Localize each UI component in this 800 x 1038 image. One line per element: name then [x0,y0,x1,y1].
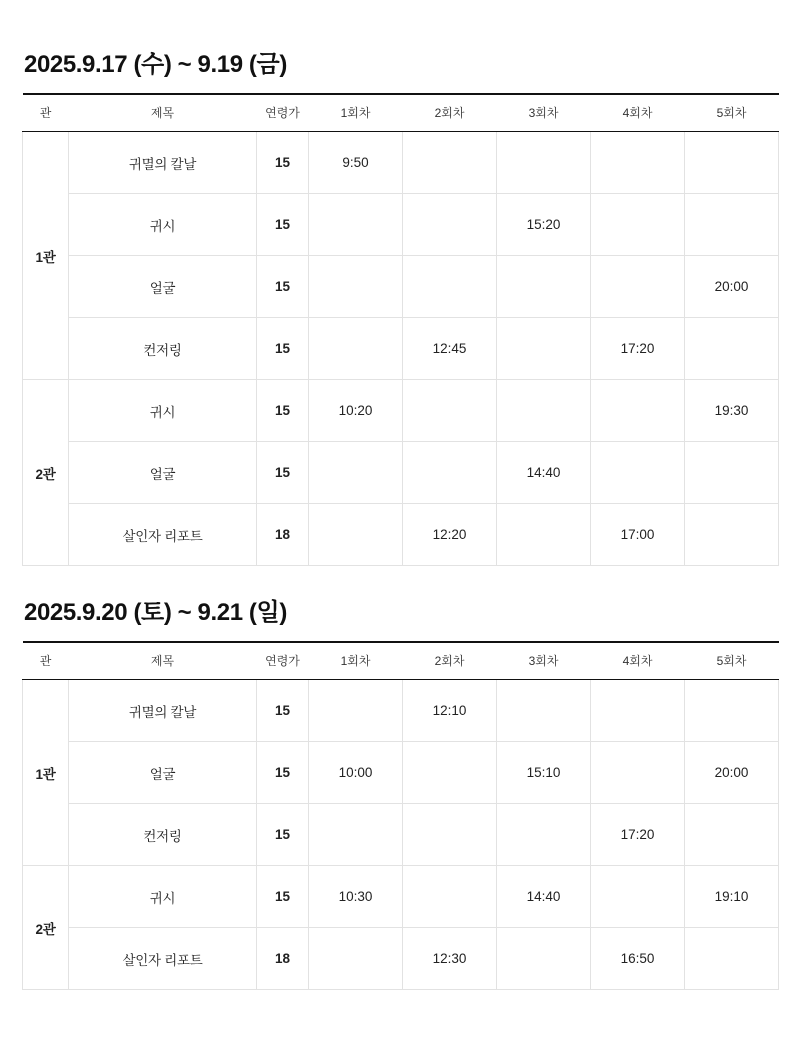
column-header: 제목 [69,642,257,680]
empty-showtime-cell [497,804,591,866]
empty-showtime-cell [309,256,403,318]
showtime-cell[interactable]: 14:40 [497,866,591,928]
movie-title[interactable]: 귀시 [69,194,257,256]
empty-showtime-cell [309,680,403,742]
age-rating-badge: 15 [257,194,309,256]
table-row [23,928,779,990]
showtime-cell[interactable]: 20:00 [685,742,779,804]
schedule-table [22,641,779,990]
table-row [23,504,779,566]
column-header: 5회차 [685,94,779,132]
table-row [23,442,779,504]
schedule-blocks [22,44,778,990]
hall-label: 1관 [23,680,69,866]
movie-title[interactable]: 살인자 리포트 [69,504,257,566]
age-rating-badge: 15 [257,380,309,442]
table-row [23,804,779,866]
movie-title[interactable]: 귀시 [69,866,257,928]
showtime-cell[interactable]: 17:20 [591,804,685,866]
showtime-cell[interactable]: 15:10 [497,742,591,804]
column-header: 관 [23,94,69,132]
column-header: 4회차 [591,642,685,680]
empty-showtime-cell [591,742,685,804]
age-rating-badge: 18 [257,928,309,990]
column-header: 3회차 [497,94,591,132]
empty-showtime-cell [685,318,779,380]
table-header-row [23,642,779,680]
age-rating-badge: 15 [257,256,309,318]
empty-showtime-cell [685,504,779,566]
movie-title[interactable]: 귀멸의 칼날 [69,132,257,194]
showtime-cell[interactable]: 17:20 [591,318,685,380]
column-header: 3회차 [497,642,591,680]
empty-showtime-cell [403,742,497,804]
empty-showtime-cell [403,132,497,194]
table-header-row [23,94,779,132]
column-header: 연령가 [257,642,309,680]
empty-showtime-cell [309,442,403,504]
empty-showtime-cell [309,804,403,866]
movie-title[interactable]: 얼굴 [69,442,257,504]
showtime-cell[interactable]: 14:40 [497,442,591,504]
column-header: 관 [23,642,69,680]
empty-showtime-cell [685,132,779,194]
showtime-cell[interactable]: 19:30 [685,380,779,442]
schedule-block [22,592,778,990]
hall-label: 2관 [23,380,69,566]
schedule-block [22,44,778,566]
table-row [23,680,779,742]
empty-showtime-cell [497,318,591,380]
table-row [23,194,779,256]
empty-showtime-cell [403,804,497,866]
hall-label: 2관 [23,866,69,990]
showtime-cell[interactable]: 10:30 [309,866,403,928]
table-row [23,742,779,804]
empty-showtime-cell [591,866,685,928]
empty-showtime-cell [309,194,403,256]
age-rating-badge: 15 [257,132,309,194]
movie-title[interactable]: 컨저링 [69,318,257,380]
empty-showtime-cell [309,504,403,566]
showtime-cell[interactable]: 10:20 [309,380,403,442]
age-rating-badge: 18 [257,504,309,566]
table-row [23,256,779,318]
age-rating-badge: 15 [257,442,309,504]
column-header: 5회차 [685,642,779,680]
empty-showtime-cell [309,928,403,990]
empty-showtime-cell [591,132,685,194]
showtime-cell[interactable]: 12:10 [403,680,497,742]
movie-title[interactable]: 귀시 [69,380,257,442]
movie-title[interactable]: 컨저링 [69,804,257,866]
empty-showtime-cell [497,680,591,742]
empty-showtime-cell [497,132,591,194]
empty-showtime-cell [497,504,591,566]
empty-showtime-cell [685,804,779,866]
showtime-cell[interactable]: 12:30 [403,928,497,990]
empty-showtime-cell [403,866,497,928]
movie-title[interactable]: 얼굴 [69,256,257,318]
table-row [23,866,779,928]
age-rating-badge: 15 [257,866,309,928]
empty-showtime-cell [497,928,591,990]
empty-showtime-cell [685,680,779,742]
schedule-date-range-title: 2025.9.17 (수) ~ 9.19 (금) [24,51,287,78]
schedule-table [22,93,779,566]
age-rating-badge: 15 [257,804,309,866]
hall-label: 1관 [23,132,69,380]
column-header: 2회차 [403,94,497,132]
showtime-cell[interactable]: 15:20 [497,194,591,256]
showtime-cell[interactable]: 9:50 [309,132,403,194]
empty-showtime-cell [685,928,779,990]
column-header: 2회차 [403,642,497,680]
age-rating-badge: 15 [257,742,309,804]
movie-title[interactable]: 살인자 리포트 [69,928,257,990]
empty-showtime-cell [497,380,591,442]
empty-showtime-cell [403,194,497,256]
showtime-cell[interactable]: 19:10 [685,866,779,928]
empty-showtime-cell [591,194,685,256]
column-header: 연령가 [257,94,309,132]
showtime-cell[interactable]: 12:45 [403,318,497,380]
showtime-cell[interactable]: 10:00 [309,742,403,804]
table-row [23,318,779,380]
showtime-cell[interactable]: 12:20 [403,504,497,566]
age-rating-badge: 15 [257,680,309,742]
table-row [23,132,779,194]
showtime-cell[interactable]: 16:50 [591,928,685,990]
column-header: 4회차 [591,94,685,132]
empty-showtime-cell [591,442,685,504]
column-header: 제목 [69,94,257,132]
age-rating-badge: 15 [257,318,309,380]
column-header: 1회차 [309,94,403,132]
empty-showtime-cell [591,380,685,442]
schedule-date-range-title: 2025.9.20 (토) ~ 9.21 (일) [24,599,287,626]
empty-showtime-cell [403,380,497,442]
empty-showtime-cell [685,442,779,504]
empty-showtime-cell [309,318,403,380]
empty-showtime-cell [403,442,497,504]
showtime-cell[interactable]: 17:00 [591,504,685,566]
empty-showtime-cell [591,256,685,318]
empty-showtime-cell [497,256,591,318]
empty-showtime-cell [591,680,685,742]
column-header: 1회차 [309,642,403,680]
movie-title[interactable]: 귀멸의 칼날 [69,680,257,742]
showtime-cell[interactable]: 20:00 [685,256,779,318]
empty-showtime-cell [403,256,497,318]
empty-showtime-cell [685,194,779,256]
movie-title[interactable]: 얼굴 [69,742,257,804]
table-row [23,380,779,442]
